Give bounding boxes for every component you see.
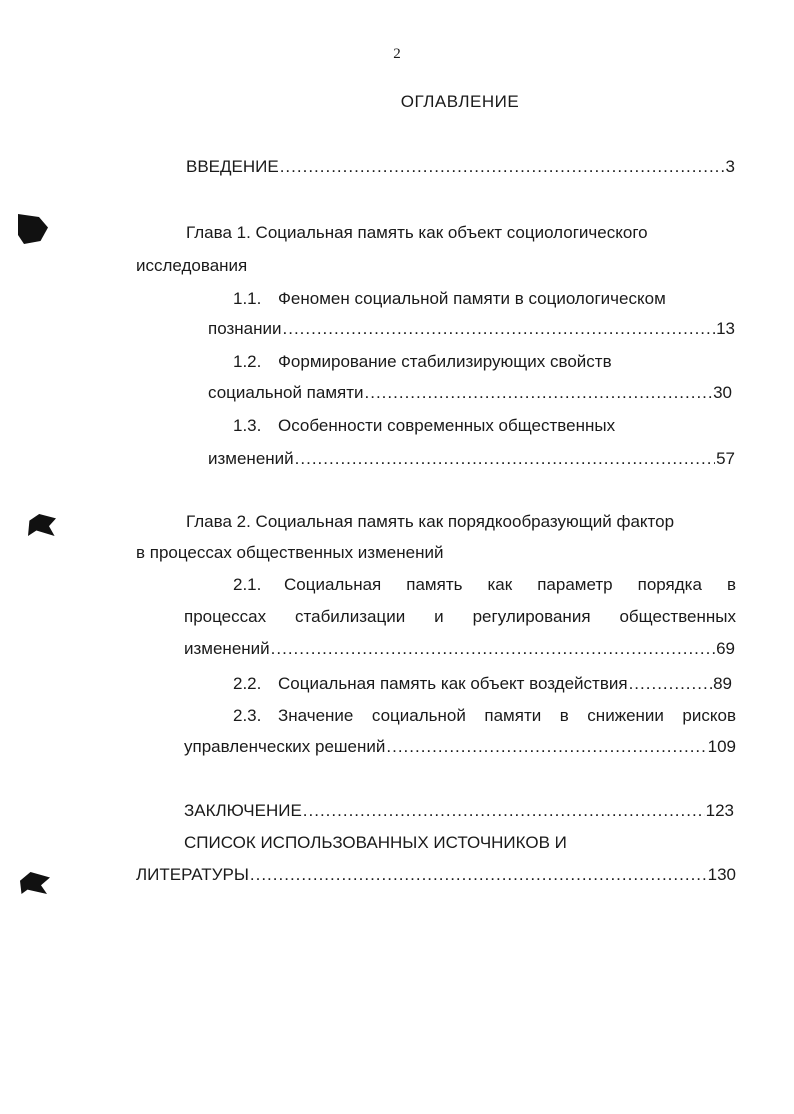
toc-entry-label: познании xyxy=(208,319,282,338)
toc-entry-2-1[interactable] xyxy=(184,638,735,660)
toc-entry-label: Социальная память как объект воздействия xyxy=(278,674,628,693)
sources-title-line1: СПИСОК ИСПОЛЬЗОВАННЫХ ИСТОЧНИКОВ И xyxy=(184,833,567,852)
toc-entry-intro[interactable] xyxy=(186,156,735,178)
section-2-1-title-line2: процессах стабилизации и регулирования общественных xyxy=(184,607,736,626)
section-2-3-number: 2.3. xyxy=(233,706,262,725)
dot-leader xyxy=(283,318,716,340)
toc-page-number: 69 xyxy=(716,639,735,658)
toc-entry-1-2[interactable] xyxy=(208,382,732,404)
section-1-1-number: 1.1. xyxy=(233,289,262,308)
section-2-2-number: 2.2. xyxy=(233,674,262,693)
scan-hole-blot-middle xyxy=(28,514,56,536)
toc-entry-1-1[interactable] xyxy=(208,318,735,340)
chapter2-title-line1: Глава 2. Социальная память как порядкообразующий фактор xyxy=(186,512,675,531)
toc-entry-1-3[interactable] xyxy=(208,448,735,470)
toc-entry-sources[interactable] xyxy=(136,864,736,886)
chapter1-title-line2: исследования xyxy=(136,256,248,275)
toc-page-number: 89 xyxy=(713,674,732,693)
scan-hole-blot-bottom xyxy=(20,872,50,894)
chapter2-title-line2: в процессах общественных изменений xyxy=(136,543,444,562)
section-2-1-number: 2.1. xyxy=(233,575,262,594)
dot-leader xyxy=(280,156,725,178)
toc-page-number: 130 xyxy=(707,865,736,884)
dot-leader xyxy=(271,638,715,660)
dot-leader xyxy=(386,736,706,758)
toc-entry-2-3[interactable] xyxy=(184,736,736,758)
scan-hole-blot-top xyxy=(18,214,48,244)
section-1-1-title: Феномен социальной памяти в социологическом xyxy=(278,289,666,308)
dot-leader xyxy=(303,800,705,822)
page-number: 2 xyxy=(393,46,401,62)
section-2-3-title-line1: Значение социальной памяти в снижении рисков xyxy=(278,706,736,725)
section-2-1-title-line1: Социальная память как параметр порядка в xyxy=(284,575,736,594)
toc-entry-label: ЛИТЕРАТУРЫ xyxy=(136,865,249,884)
toc-entry-conclusion[interactable] xyxy=(184,800,734,822)
section-1-3-number: 1.3. xyxy=(233,416,262,435)
chapter1-title-line1: Глава 1. Социальная память как объект социологического xyxy=(186,223,648,242)
section-1-2-title: Формирование стабилизирующих свойств xyxy=(278,352,612,371)
toc-entry-label: ЗАКЛЮЧЕНИЕ xyxy=(184,801,302,820)
section-1-3-title: Особенности современных общественных xyxy=(278,416,616,435)
toc-page-number: 30 xyxy=(713,383,732,402)
toc-page-number: 13 xyxy=(716,319,735,338)
toc-entry-2-2[interactable] xyxy=(278,673,732,695)
toc-page-number: 109 xyxy=(707,737,736,756)
toc-entry-label: управленческих решений xyxy=(184,737,386,756)
dot-leader xyxy=(295,448,715,470)
toc-entry-label: ВВЕДЕНИЕ xyxy=(186,157,279,176)
section-1-2-number: 1.2. xyxy=(233,352,262,371)
dot-leader xyxy=(629,673,713,695)
toc-entry-label: изменений xyxy=(184,639,270,658)
toc-entry-label: изменений xyxy=(208,449,294,468)
toc-entry-label: социальной памяти xyxy=(208,383,364,402)
dot-leader xyxy=(365,382,713,404)
toc-page-number: 57 xyxy=(716,449,735,468)
dot-leader xyxy=(250,864,707,886)
toc-title: ОГЛАВЛЕНИЕ xyxy=(400,92,520,111)
toc-page-number: 3 xyxy=(725,157,735,176)
toc-page-number: 123 xyxy=(705,801,734,820)
